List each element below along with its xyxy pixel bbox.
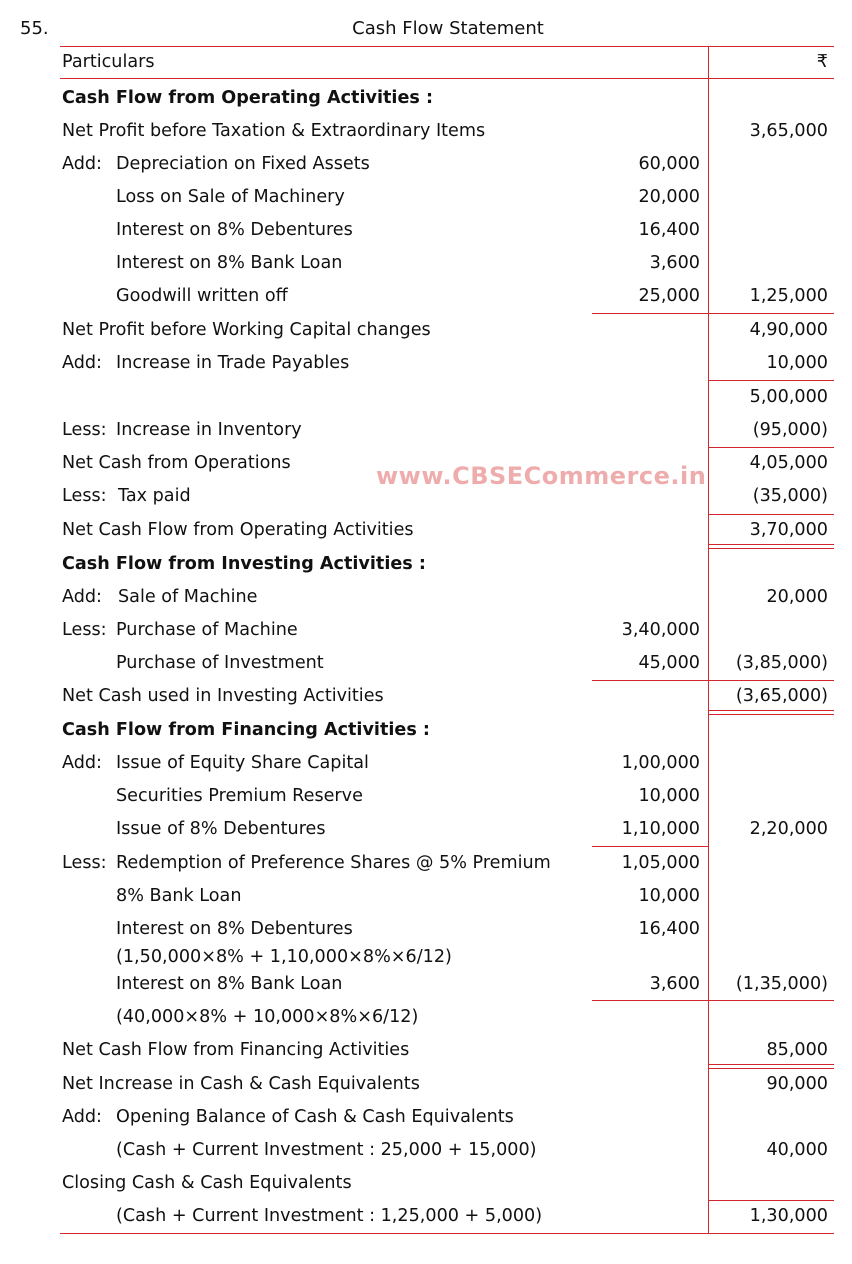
- adjustment-label: Goodwill written off: [116, 286, 288, 306]
- inventory-row: [0, 414, 852, 447]
- subtotal-value: 5,00,000: [749, 387, 828, 407]
- debentures-value: 1,10,000: [621, 819, 700, 839]
- bank-loan-value: 10,000: [638, 886, 700, 906]
- bank-loan-label: 8% Bank Loan: [116, 886, 242, 906]
- equity-label: Issue of Equity Share Capital: [116, 753, 369, 773]
- inventory-value: (95,000): [752, 420, 828, 440]
- purchase-investment-label: Purchase of Investment: [116, 653, 324, 673]
- investing-net-row: [0, 680, 852, 713]
- interest-debentures-row: [0, 913, 852, 946]
- subtotal-row: [0, 381, 852, 414]
- opening-note: (Cash + Current Investment : 25,000 + 15,000): [116, 1140, 537, 1160]
- purchase-machine-label: Purchase of Machine: [116, 620, 298, 640]
- premium-value: 10,000: [638, 786, 700, 806]
- payables-row: [0, 347, 852, 380]
- inflows-total: 2,20,000: [749, 819, 828, 839]
- premium-label: Securities Premium Reserve: [116, 786, 363, 806]
- adjustment-label: Interest on 8% Bank Loan: [116, 253, 343, 273]
- sale-value: 20,000: [766, 587, 828, 607]
- tax-label: Tax paid: [118, 486, 191, 506]
- interest-debentures-note-row: [0, 946, 852, 968]
- watermark: www.CBSECommerce.in: [376, 462, 707, 490]
- interest-debentures-value: 16,400: [638, 919, 700, 939]
- financing-heading: Cash Flow from Financing Activities :: [62, 720, 430, 740]
- adjustment-row: [0, 148, 852, 181]
- increase-value: 90,000: [766, 1074, 828, 1094]
- less-prefix: Less:: [62, 853, 107, 873]
- adjustment-row: [0, 214, 852, 247]
- closing-row: [0, 1167, 852, 1200]
- increase-label: Net Increase in Cash & Cash Equivalents: [62, 1074, 420, 1094]
- redemption-label: Redemption of Preference Shares @ 5% Premium: [116, 853, 551, 873]
- adjustment-label: Loss on Sale of Machinery: [116, 187, 345, 207]
- add-prefix: Add:: [62, 154, 102, 174]
- add-prefix: Add:: [62, 753, 102, 773]
- financing-net-row: [0, 1034, 852, 1067]
- financing-heading-row: [0, 714, 852, 747]
- rupee-icon: ₹: [816, 52, 828, 72]
- payables-label: Increase in Trade Payables: [116, 353, 350, 373]
- interest-loan-row: [0, 968, 852, 1001]
- bottom-rule: [60, 1233, 834, 1234]
- equity-row: [0, 747, 852, 780]
- payables-value: 10,000: [766, 353, 828, 373]
- before-wc-label: Net Profit before Working Capital changes: [62, 320, 431, 340]
- operations-label: Net Cash from Operations: [62, 453, 291, 473]
- adjustment-row: [0, 247, 852, 280]
- purchases-total: (3,85,000): [735, 653, 828, 673]
- purchase-machine-value: 3,40,000: [621, 620, 700, 640]
- closing-note-row: [0, 1200, 852, 1233]
- redemption-value: 1,05,000: [621, 853, 700, 873]
- page-title: Cash Flow Statement: [352, 18, 544, 39]
- interest-loan-note-row: [0, 1001, 852, 1034]
- sale-row: [0, 581, 852, 614]
- financing-net-value: 85,000: [766, 1040, 828, 1060]
- adjustment-amount: 20,000: [638, 187, 700, 207]
- interest-loan-value: 3,600: [649, 974, 700, 994]
- net-profit-row: [0, 115, 852, 148]
- header-row: [0, 46, 852, 79]
- add-prefix: Add:: [62, 1107, 102, 1127]
- financing-net-label: Net Cash Flow from Financing Activities: [62, 1040, 410, 1060]
- purchase-investment-row: [0, 647, 852, 680]
- particulars-header: Particulars: [62, 52, 155, 72]
- net-profit-value: 3,65,000: [749, 121, 828, 141]
- investing-heading-row: [0, 548, 852, 581]
- purchase-machine-row: [0, 614, 852, 647]
- purchase-investment-value: 45,000: [638, 653, 700, 673]
- add-prefix: Add:: [62, 587, 102, 607]
- equity-value: 1,00,000: [621, 753, 700, 773]
- opening-note-row: [0, 1134, 852, 1167]
- before-wc-row: [0, 314, 852, 347]
- adjustment-row: [0, 181, 852, 214]
- sale-label: Sale of Machine: [118, 587, 258, 607]
- tax-value: (35,000): [752, 486, 828, 506]
- operating-heading-row: [0, 82, 852, 115]
- adjustment-label: Interest on 8% Debentures: [116, 220, 353, 240]
- opening-label: Opening Balance of Cash & Cash Equivalents: [116, 1107, 514, 1127]
- interest-debentures-note: (1,50,000×8% + 1,10,000×8%×6/12): [116, 947, 452, 967]
- inventory-label: Increase in Inventory: [116, 420, 302, 440]
- adjustment-amount: 16,400: [638, 220, 700, 240]
- closing-note: (Cash + Current Investment : 1,25,000 + 5,000): [116, 1206, 543, 1226]
- interest-loan-note: (40,000×8% + 10,000×8%×6/12): [116, 1007, 419, 1027]
- less-prefix: Less:: [62, 420, 107, 440]
- net-profit-label: Net Profit before Taxation & Extraordinary Items: [62, 121, 486, 141]
- adjustments-total: 1,25,000: [749, 286, 828, 306]
- less-prefix: Less:: [62, 486, 107, 506]
- debentures-row: [0, 813, 852, 846]
- operations-value: 4,05,000: [749, 453, 828, 473]
- adjustment-amount: 60,000: [638, 154, 700, 174]
- less-prefix: Less:: [62, 620, 107, 640]
- closing-label: Closing Cash & Cash Equivalents: [62, 1173, 352, 1193]
- investing-net-value: (3,65,000): [735, 686, 828, 706]
- increase-row: [0, 1068, 852, 1101]
- investing-net-label: Net Cash used in Investing Activities: [62, 686, 384, 706]
- investing-heading: Cash Flow from Investing Activities :: [62, 554, 426, 574]
- adjustment-amount: 25,000: [638, 286, 700, 306]
- interest-debentures-label: Interest on 8% Debentures: [116, 919, 353, 939]
- operating-net-row: [0, 514, 852, 547]
- operating-heading: Cash Flow from Operating Activities :: [62, 88, 434, 108]
- add-prefix: Add:: [62, 353, 102, 373]
- closing-value: 1,30,000: [749, 1206, 828, 1226]
- opening-row: [0, 1101, 852, 1134]
- debentures-label: Issue of 8% Debentures: [116, 819, 326, 839]
- operating-net-value: 3,70,000: [749, 520, 828, 540]
- before-wc-value: 4,90,000: [749, 320, 828, 340]
- adjustment-label: Depreciation on Fixed Assets: [116, 154, 370, 174]
- premium-row: [0, 780, 852, 813]
- opening-value: 40,000: [766, 1140, 828, 1160]
- outflows-total: (1,35,000): [735, 974, 828, 994]
- question-number: 55.: [20, 18, 49, 39]
- redemption-row: [0, 847, 852, 880]
- bank-loan-row: [0, 880, 852, 913]
- interest-loan-label: Interest on 8% Bank Loan: [116, 974, 343, 994]
- operating-net-label: Net Cash Flow from Operating Activities: [62, 520, 414, 540]
- adjustment-amount: 3,600: [649, 253, 700, 273]
- adjustment-row: [0, 280, 852, 313]
